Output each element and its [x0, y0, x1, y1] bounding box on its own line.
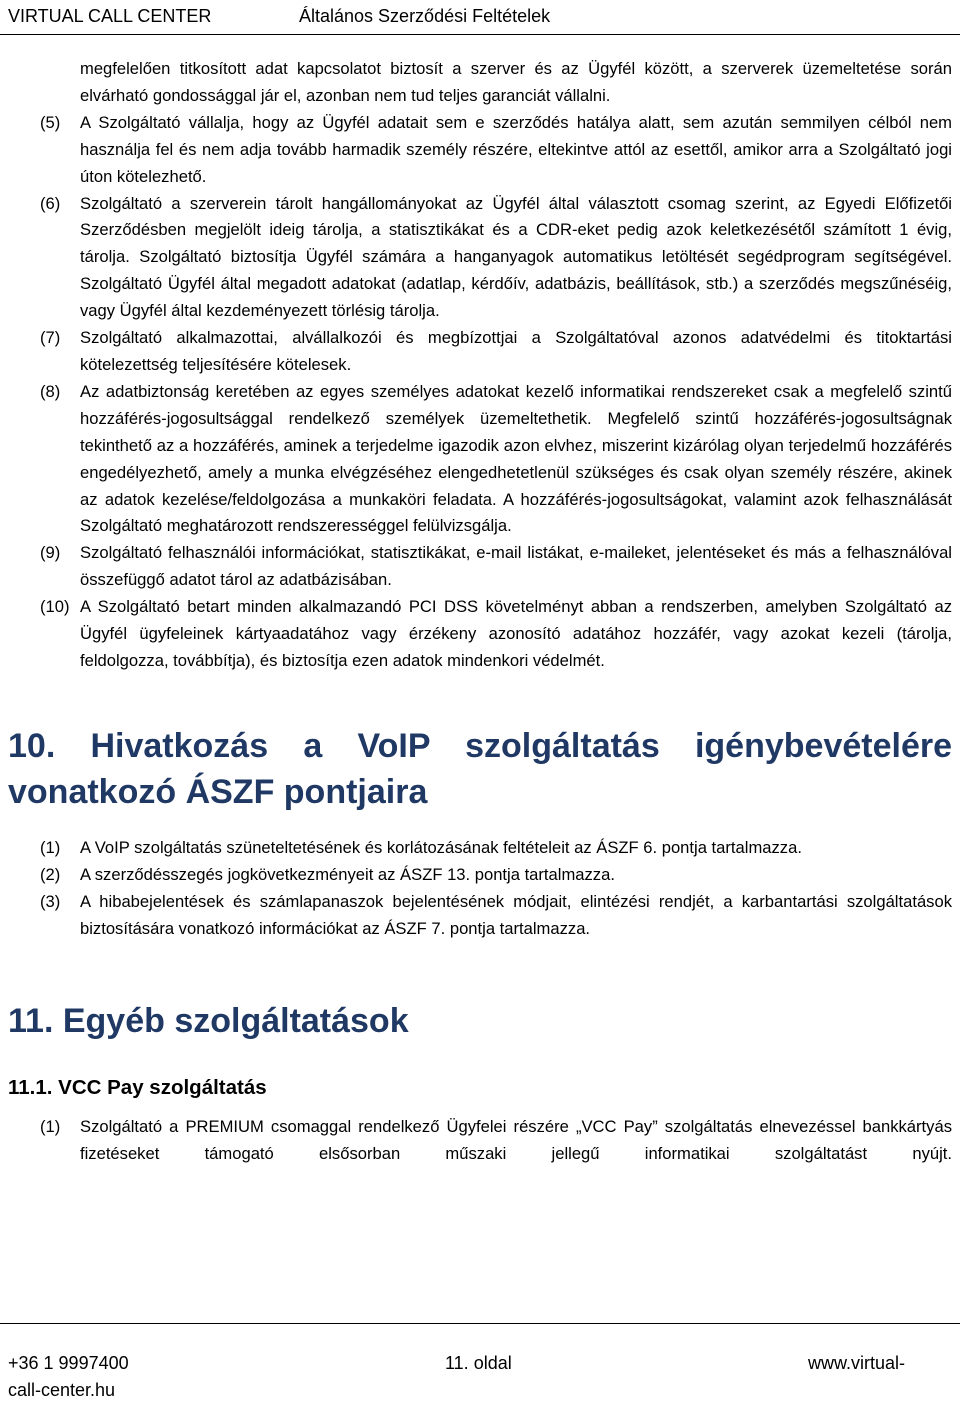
- list-item-text: Szolgáltató alkalmazottai, alvállalkozói és megbízottjai a Szolgáltatóval azonos adatvédelmi és titoktartási kötelezettség teljesítésére kötelesek.: [80, 328, 952, 374]
- section-11-1-title: 11.1. VCC Pay szolgáltatás: [8, 1076, 267, 1100]
- footer-website-continued[interactable]: call-center.hu: [8, 1380, 116, 1400]
- vcc-pay-list: [0, 1114, 960, 1168]
- list-item-number: (7): [40, 328, 61, 348]
- page-header: [0, 0, 960, 35]
- page-content: [0, 56, 960, 1168]
- list-item-text: A Szolgáltató vállalja, hogy az Ügyfél adatait sem e szerződés hatálya alatt, sem azután semmilyen célból nem használja fel és nem adja tovább harmadik személy részére, eltekintve attól az esettől, amikor arra a Szolgáltató jogi úton kötelezhető.: [80, 112, 952, 186]
- footer-page-number: 11. oldal: [445, 1353, 512, 1373]
- list-item: [0, 862, 960, 889]
- list-item: [0, 540, 960, 594]
- header-brand: VIRTUAL CALL CENTER: [8, 6, 212, 26]
- section-11-title: 11. Egyéb szolgáltatások: [8, 1002, 409, 1041]
- list-item-text: Szolgáltató a PREMIUM csomaggal rendelkező Ügyfelei részére „VCC Pay” szolgáltatás elnevezéssel bankkártyás fizetéseket támogató elsősorban műszaki jellegű informatikai szolgáltatást nyújt.: [80, 1117, 952, 1164]
- list-item-number: (5): [40, 112, 61, 132]
- list-item: [0, 325, 960, 379]
- list-item: [0, 379, 960, 540]
- list-item: [0, 594, 960, 675]
- list-item-number: (1): [40, 837, 61, 857]
- list-item: [0, 835, 960, 862]
- list-item-continuation: [0, 56, 960, 110]
- list-item-text: A Szolgáltató betart minden alkalmazandó PCI DSS követelményt abban a rendszerben, amelyben Szolgáltató az Ügyfél ügyfeleinek kártyaadatához vagy érzékeny azonosító adatához hozzáfér, vagy azokat kezeli (tárolja, feldolgozza, továbbítja), és biztosítja ezen adatok mindenkori védelmét.: [80, 597, 952, 670]
- list-item: [0, 889, 960, 943]
- list-item-text: Az adatbiztonság keretében az egyes személyes adatokat kezelő informatikai rendszereket csak a megfelelő szintű hozzáférés-jogosultsággal rendelkező személyek üzemeltethetik. Megfelelő szintű hozzáférés-jogosultságnak tekinthető az a hozzáférés, aminek a terjedelme igazodik azon elvhez, miszerint kizárólag olyan terjedelmű hozzáférés engedélyezhető, amely a munka elvégzéséhez elengedhetetlenül szükséges és csak olyan személy részére, akinek az adatok kezelése/feldolgozása a munkaköri feladata. A hozzáférés-jogosultságokat, valamint azok felhasználását Szolgáltató meghatározott rendszerességgel felülvizsgálja.: [80, 381, 952, 536]
- list-item-number: (10): [40, 597, 70, 617]
- header-document-title: Általános Szerződési Feltételek: [299, 6, 551, 26]
- voip-list: [0, 835, 960, 943]
- list-item-number: (6): [40, 193, 61, 213]
- list-item-text: A hibabejelentések és számlapanaszok bejelentésének módjait, elintézési rendjét, a karbantartási szolgáltatások biztosítására vonatkozó információkat az ÁSZF 7. pontja tartalmazza.: [80, 891, 952, 938]
- list-item-number: (3): [40, 891, 61, 911]
- privacy-list: [0, 56, 960, 675]
- list-item: [0, 110, 960, 191]
- list-item-number: (9): [40, 543, 61, 563]
- list-item-number: (8): [40, 381, 61, 401]
- list-item: [0, 191, 960, 326]
- list-item-text: A VoIP szolgáltatás szüneteltetésének és korlátozásának feltételeit az ÁSZF 6. pontja tartalmazza.: [80, 837, 802, 857]
- list-item-text: Szolgáltató felhasználói információkat, statisztikákat, e-mail listákat, e-maileket, jelentéseket és más a felhasználóval összefüggő adatot tárol az adatbázisában.: [80, 543, 952, 590]
- page-footer: [0, 1323, 960, 1403]
- list-item-text: megfelelően titkosított adat kapcsolatot biztosít a szerver és az Ügyfél között, a szerverek üzemeltetése során elvárható gondossággal jár el, azonban nem tud teljes garanciát vállalni.: [80, 59, 952, 105]
- list-item-text: Szolgáltató a szerverein tárolt hangállományokat az Ügyfél által választott csomag szerint, az Egyedi Előfizetői Szerződésben megjelölt ideig tárolja, a statisztikákat és a CDR-eket pedig azok keletkezésétől számított 1 évig, tárolja. Szolgáltató biztosítja Ügyfél számára a hanganyagok automatikus letöltését segédprogram segítségével. Szolgáltató Ügyfél által megadott adatokat (adatlap, kérdőív, adatbázis, beállítások, stb.) a szerződés megszűnéséig, vagy Ügyfél által kezdeményezett törlésig tárolja.: [80, 193, 952, 321]
- list-item: [0, 1114, 960, 1168]
- list-item-number: (2): [40, 864, 61, 884]
- footer-website[interactable]: www.virtual-: [808, 1353, 906, 1373]
- section-10-title: 10. Hivatkozás a VoIP szolgáltatás igénybevételére vonatkozó ÁSZF pontjaira: [8, 726, 952, 811]
- list-item-text: A szerződésszegés jogkövetkezményeit az ÁSZF 13. pontja tartalmazza.: [80, 864, 615, 884]
- footer-phone: +36 1 9997400: [8, 1353, 129, 1373]
- list-item-number: (1): [40, 1117, 61, 1137]
